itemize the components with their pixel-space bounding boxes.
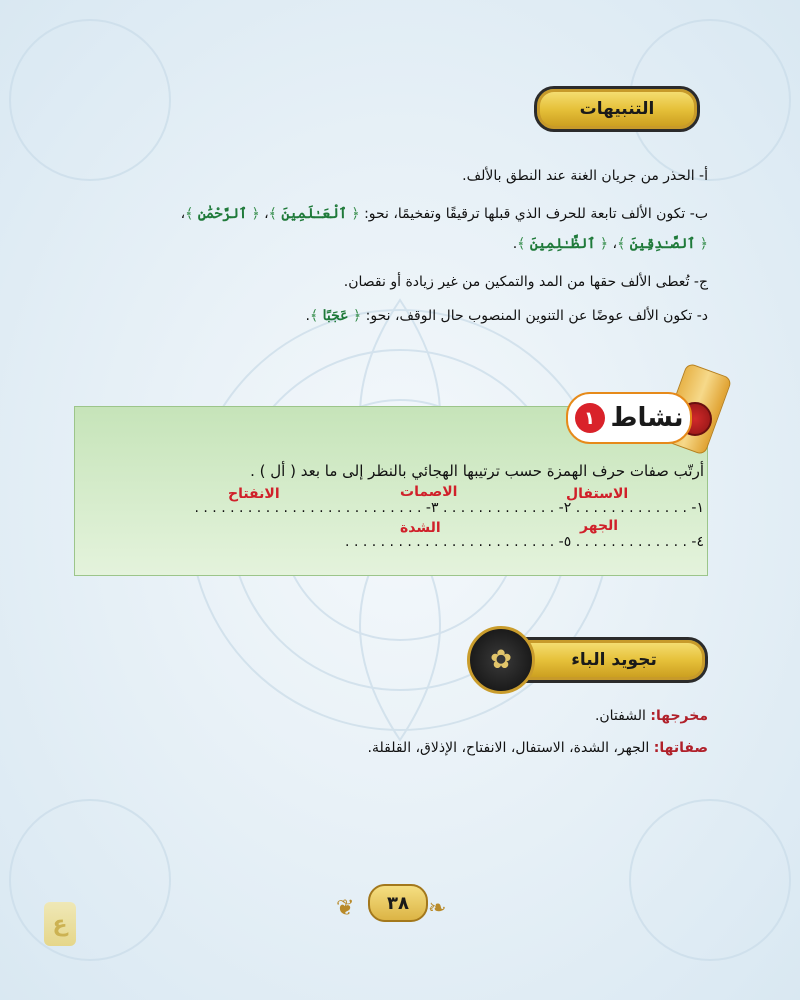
section-title-notes: التنبيهات — [579, 99, 655, 119]
note-a: أ- الحذر من جريان الغنة عند النطق بالألف. — [462, 168, 708, 184]
quran-word-ajaba: عَجَبًا — [322, 308, 349, 324]
quran-bracket-open-icon: ﴿ — [699, 236, 708, 252]
quran-bracket-close-icon: ﴾ — [517, 236, 526, 252]
side-mark: ع — [44, 902, 76, 946]
answer-row-2: ٤- . . . . . . . . . . . . . ٥- . . . . . . . . . . . . . . . . . . . . . . . . — [345, 534, 704, 550]
activity-tag — [566, 392, 692, 444]
answer-2: الاصمات — [400, 484, 458, 500]
quran-bracket-open-icon: ﴿ — [353, 308, 362, 324]
quran-word-sadiqin: ٱلصَّـٰدِقِينَ — [629, 236, 696, 252]
sifat-key: صفاتها: — [653, 740, 708, 756]
page-ornament-left-icon: ❦ — [336, 896, 355, 921]
activity-label: نشاط — [610, 403, 684, 433]
quran-word-rahman: ٱلرَّحْمَٰنِ — [197, 206, 248, 222]
note-d: د- تكون الألف عوضًا عن التنوين المنصوب حال الوقف، نحو: ﴿ عَجَبًا ﴾. — [305, 308, 708, 324]
makhraj-value: الشفتان. — [594, 708, 651, 724]
page-number: ٣٨ — [368, 884, 428, 922]
quran-bracket-close-icon: ﴾ — [617, 236, 626, 252]
grape-vine-icon: ✿ — [467, 626, 535, 694]
answer-4: الجهر — [580, 518, 619, 534]
sifat-value: الجهر، الشدة، الاستفال، الانفتاح، الإذلاق، القلقلة. — [367, 740, 654, 756]
quran-bracket-close-icon: ﴾ — [185, 206, 194, 222]
activity-instruction: أرتّب صفات حرف الهمزة حسب ترتيبها الهجائي بالنظر إلى ما بعد ( أل ) . — [250, 462, 704, 480]
section-banner-notes — [534, 86, 700, 132]
note-b-text: ب- تكون الألف تابعة للحرف الذي قبلها ترقيقًا وتفخيمًا، نحو: — [364, 206, 708, 222]
quran-bracket-close-icon: ﴾ — [268, 206, 277, 222]
quran-bracket-open-icon: ﴿ — [251, 206, 260, 222]
quran-word-alamin: ٱلْعَـٰلَمِينَ — [281, 206, 347, 222]
sifat-line — [368, 740, 708, 756]
quran-bracket-close-icon: ﴾ — [310, 308, 319, 324]
answer-row-1: ١- . . . . . . . . . . . . . ٢- . . . . . . . . . . . . . ٣- . . . . . . . . . . . . . . . . . . . . . . . . . . — [194, 500, 704, 516]
answer-3: الانفتاح — [228, 486, 280, 502]
quran-word-zalimin: ٱلظَّـٰلِمِينَ — [529, 236, 596, 252]
note-b-continued: ﴿ ٱلصَّـٰدِقِينَ ﴾، ﴿ ٱلظَّـٰلِمِينَ ﴾. — [512, 236, 708, 252]
makhraj-key: مخرجها: — [650, 708, 708, 724]
answer-5: الشدة — [400, 520, 441, 536]
quran-bracket-open-icon: ﴿ — [351, 206, 360, 222]
section-title-baa: تجويد الباء — [571, 650, 657, 670]
note-d-text: د- تكون الألف عوضًا عن التنوين المنصوب حال الوقف، نحو: — [365, 308, 708, 324]
activity-number: ١ — [575, 403, 605, 433]
makhraj-line — [595, 708, 708, 724]
note-c: ج- تُعطى الألف حقها من المد والتمكين من غير زيادة أو نقصان. — [343, 274, 708, 290]
answer-1: الاستفال — [566, 486, 629, 502]
note-b: ب- تكون الألف تابعة للحرف الذي قبلها ترقيقًا وتفخيمًا، نحو: ﴿ ٱلْعَـٰلَمِينَ ﴾، ﴿ ٱلرَّحْمَٰنِ ﴾، — [180, 206, 708, 222]
quran-bracket-open-icon: ﴿ — [599, 236, 609, 252]
page-ornament-right-icon: ❧ — [428, 896, 447, 921]
